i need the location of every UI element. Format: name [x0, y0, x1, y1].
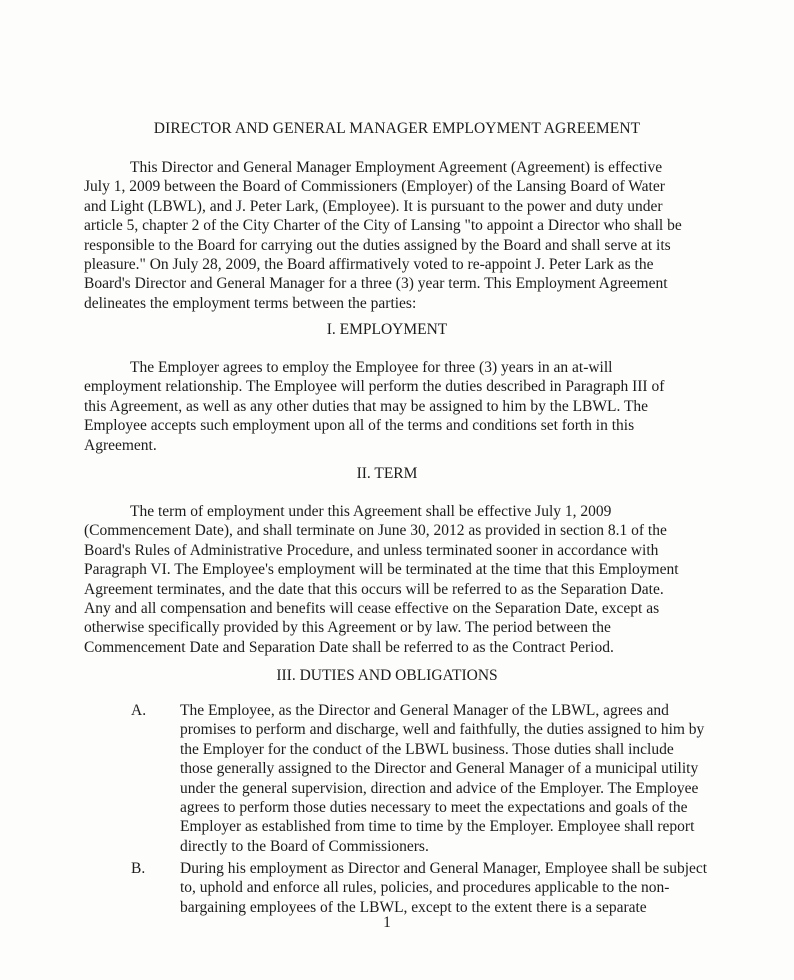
section-heading-term: II. TERM [356, 465, 418, 482]
section-heading-duties: III. DUTIES AND OBLIGATIONS [276, 667, 498, 684]
list-item-letter: B. [131, 860, 146, 877]
intro-paragraph: This Director and General Manager Employment Agreement (Agreement) is effective July 1, 2009 between the Board of Commissioners (Employer) of the Lansing Board of Water and Light (LBWL), and J. Peter Lark, (Employee). It is pursuant to the power and duty under article 5, chapter 2 of the City Charter of the City of Lansing "to appoint a Director who shall be responsible to the Board for carrying out the duties assigned by the Board and shall serve at its pleasure." On July 28, 2009, the Board affirmatively voted to re-appoint J. Peter Lark as the Board's Director and General Manager for a three (3) year term. This Employment Agreement delineates the employment terms between the parties: [84, 159, 682, 312]
employment-paragraph: The Employer agrees to employ the Employee for three (3) years in an at-will employment relationship. The Employee will perform the duties described in Paragraph III of this Agreement, as well as any other duties that may be assigned to him by the LBWL. The Employee accepts such employment upon all of the terms and conditions set forth in this Agreement. [84, 359, 665, 454]
page-number: 1 [383, 914, 391, 931]
section-heading-employment: I. EMPLOYMENT [326, 321, 448, 338]
list-item-text: The Employee, as the Director and General Manager of the LBWL, agrees and promises to perform and discharge, well and faithfully, the duties assigned to him by the Employer for the conduct of the LBWL business. Those duties shall include those generally assigned to the Director and General Manager of a municipal utility under the general supervision, direction and advice of the Employer. The Employee agrees to perform those duties necessary to meet the expectations and goals of the Employer as established from time to time by the Employer. Employee shall report directly to the Board of Commissioners. [180, 702, 705, 855]
term-paragraph: The term of employment under this Agreement shall be effective July 1, 2009 (Commencement Date), and shall terminate on June 30, 2012 as provided in section 8.1 of the Board's Rules of Administrative Procedure, and unless terminated sooner in accordance with Paragraph VI. The Employee's employment will be terminated at the time that this Employment Agreement terminates, and the date that this occurs will be referred to as the Separation Date. Any and all compensation and benefits will cease effective on the Separation Date, except as otherwise specifically provided by this Agreement or by law. The period between the Commencement Date and Separation Date shall be referred to as the Contract Period. [84, 503, 679, 656]
list-item-letter: A. [131, 702, 147, 719]
list-item-text: During his employment as Director and General Manager, Employee shall be subject to, uphold and enforce all rules, policies, and procedures applicable to the non-bargaining employees of the LBWL, except to the extent there is a separate [180, 860, 708, 916]
document-title: DIRECTOR AND GENERAL MANAGER EMPLOYMENT AGREEMENT [153, 120, 641, 137]
